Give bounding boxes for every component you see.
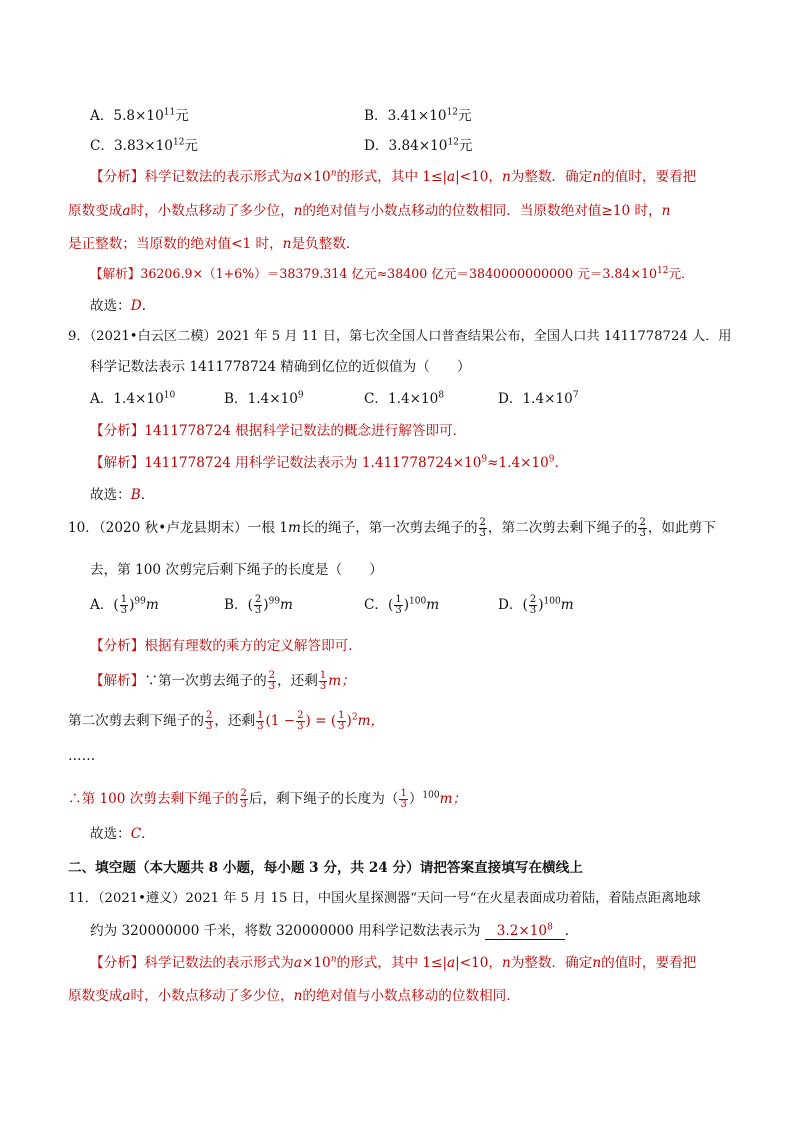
q10-solution-line-1: 【解析】∵第一次剪去绳子的 $\frac{2}{3}$ ，还剩 $\frac{1}{3}$ m； — [90, 670, 355, 692]
q10-option-c: C．( $\frac{1}{3}$ )$^{100}$m — [364, 594, 440, 616]
q8-analysis-line-1: 【分析】科学记数法的表示形式为$a\times 10^n$的形式，其中 1≤|a|<10，n为整数．确定n的值时，要看把 — [90, 168, 697, 185]
q9-stem-line-1: 9．（2021•白云区二模）2021 年 5 月 11 日，第七次全国人口普查结果公布，全国人口共 1411778724 人．用 — [68, 329, 732, 344]
q10-stem-line-1: 10．（2020 秋•卢龙县期末）一根 1m长的绳子，第一次剪去绳子的 $\frac{2}{3}$ ，第二次剪去剩下绳子的 $\frac{2}{3}$ ，如此剪下 — [68, 517, 716, 539]
q9-answer: 故选：B． — [90, 487, 155, 503]
q10-stem-line-2: 去，第 100 次剪完后剩下绳子的长度是（ ） — [90, 562, 383, 578]
q9-option-d: D．$1.4\times 10^7$ — [498, 390, 579, 407]
q8-analysis-line-3: 是正整数；当原数的绝对值<1 时，n是负整数． — [68, 236, 360, 252]
q11-analysis-line-1: 【分析】科学记数法的表示形式为$a\times 10^n$的形式，其中 1≤|a|<10，n为整数．确定n的值时，要看把 — [90, 954, 697, 971]
q8-answer: 故选：D． — [90, 298, 156, 314]
q10-solution-line-3: ∴第 100 次剪去剩下绳子的 $\frac{2}{3}$ 后，剩下绳子的长度为（ $\frac{1}{3}$ ）$^{100}$m； — [68, 788, 467, 810]
q9-option-b: B．$1.4\times 10^9$ — [224, 390, 304, 407]
q8-option-a: A．$5.8\times 10^{11}$元 — [90, 107, 189, 124]
q8-option-b: B．$3.41\times 10^{12}$元 — [364, 107, 472, 124]
q10-analysis: 【分析】根据有理数的乘方的定义解答即可． — [90, 638, 362, 654]
q11-answer-blank: $3.2\times 10^8$ — [485, 923, 565, 940]
q10-option-a: A．( $\frac{1}{3}$ )$^{99}$m — [90, 594, 159, 616]
q8-analysis-line-2: 原数变成a时，小数点移动了多少位，n的绝对值与小数点移动的位数相同．当原数绝对值≥10 时，n — [68, 203, 671, 219]
q11-analysis-line-2: 原数变成a时，小数点移动了多少位，n的绝对值与小数点移动的位数相同． — [68, 988, 520, 1004]
q10-ellipsis: …… — [68, 748, 96, 764]
fraction: $\frac{2}{3}$ — [639, 517, 646, 539]
fraction: $\frac{2}{3}$ — [479, 517, 486, 539]
q11-stem-line-1: 11．（2021•遵义）2021 年 5 月 15 日，中国火星探测器“天问一号“在火星表面成功着陆，着陆点距离地球 — [68, 891, 701, 906]
q9-stem-line-2: 科学记数法表示 1411778724 精确到亿位的近似值为（ ） — [90, 359, 471, 375]
q9-option-a: A．$1.4\times 10^{10}$ — [90, 390, 176, 407]
q10-answer: 故选：C． — [90, 826, 155, 842]
q8-option-c: C．$3.83\times 10^{12}$元 — [90, 137, 199, 154]
section-title-fill-in: 二、填空题（本大题共 8 小题，每小题 3 分，共 24 分）请把答案直接填写在横线上 — [68, 860, 583, 876]
q10-option-d: D．( $\frac{2}{3}$ )$^{100}$m — [498, 594, 574, 616]
q10-solution-line-2: 第二次剪去剩下绳子的 $\frac{2}{3}$ ，还剩 $\frac{1}{3}$ (1 − $\frac{2}{3}$ ) = ( $\frac{1}{3}$ )$^2$m， — [68, 710, 385, 732]
q8-option-d: D．$3.84\times 10^{12}$元 — [364, 137, 473, 154]
q10-option-b: B．( $\frac{2}{3}$ )$^{99}$m — [224, 594, 293, 616]
q9-option-c: C．$1.4\times 10^8$ — [364, 390, 445, 407]
q8-solution: 【解析】36206.9×（1+6%）＝38379.314 亿元≈38400 亿元＝3840000000000 元$=3.84\times 10^{12}$元． — [90, 265, 694, 281]
q9-analysis: 【分析】1411778724 根据科学记数法的概念进行解答即可． — [90, 423, 467, 439]
q11-stem-line-2: 约为 320000000 千米，将数 320000000 用科学记数法表示为 $3.2\times 10^8$ ． — [90, 922, 579, 939]
q9-solution: 【解析】1411778724 用科学记数法表示为 $1.411778724\times 10^9\approx 1.4\times 10^9$． — [90, 454, 569, 471]
